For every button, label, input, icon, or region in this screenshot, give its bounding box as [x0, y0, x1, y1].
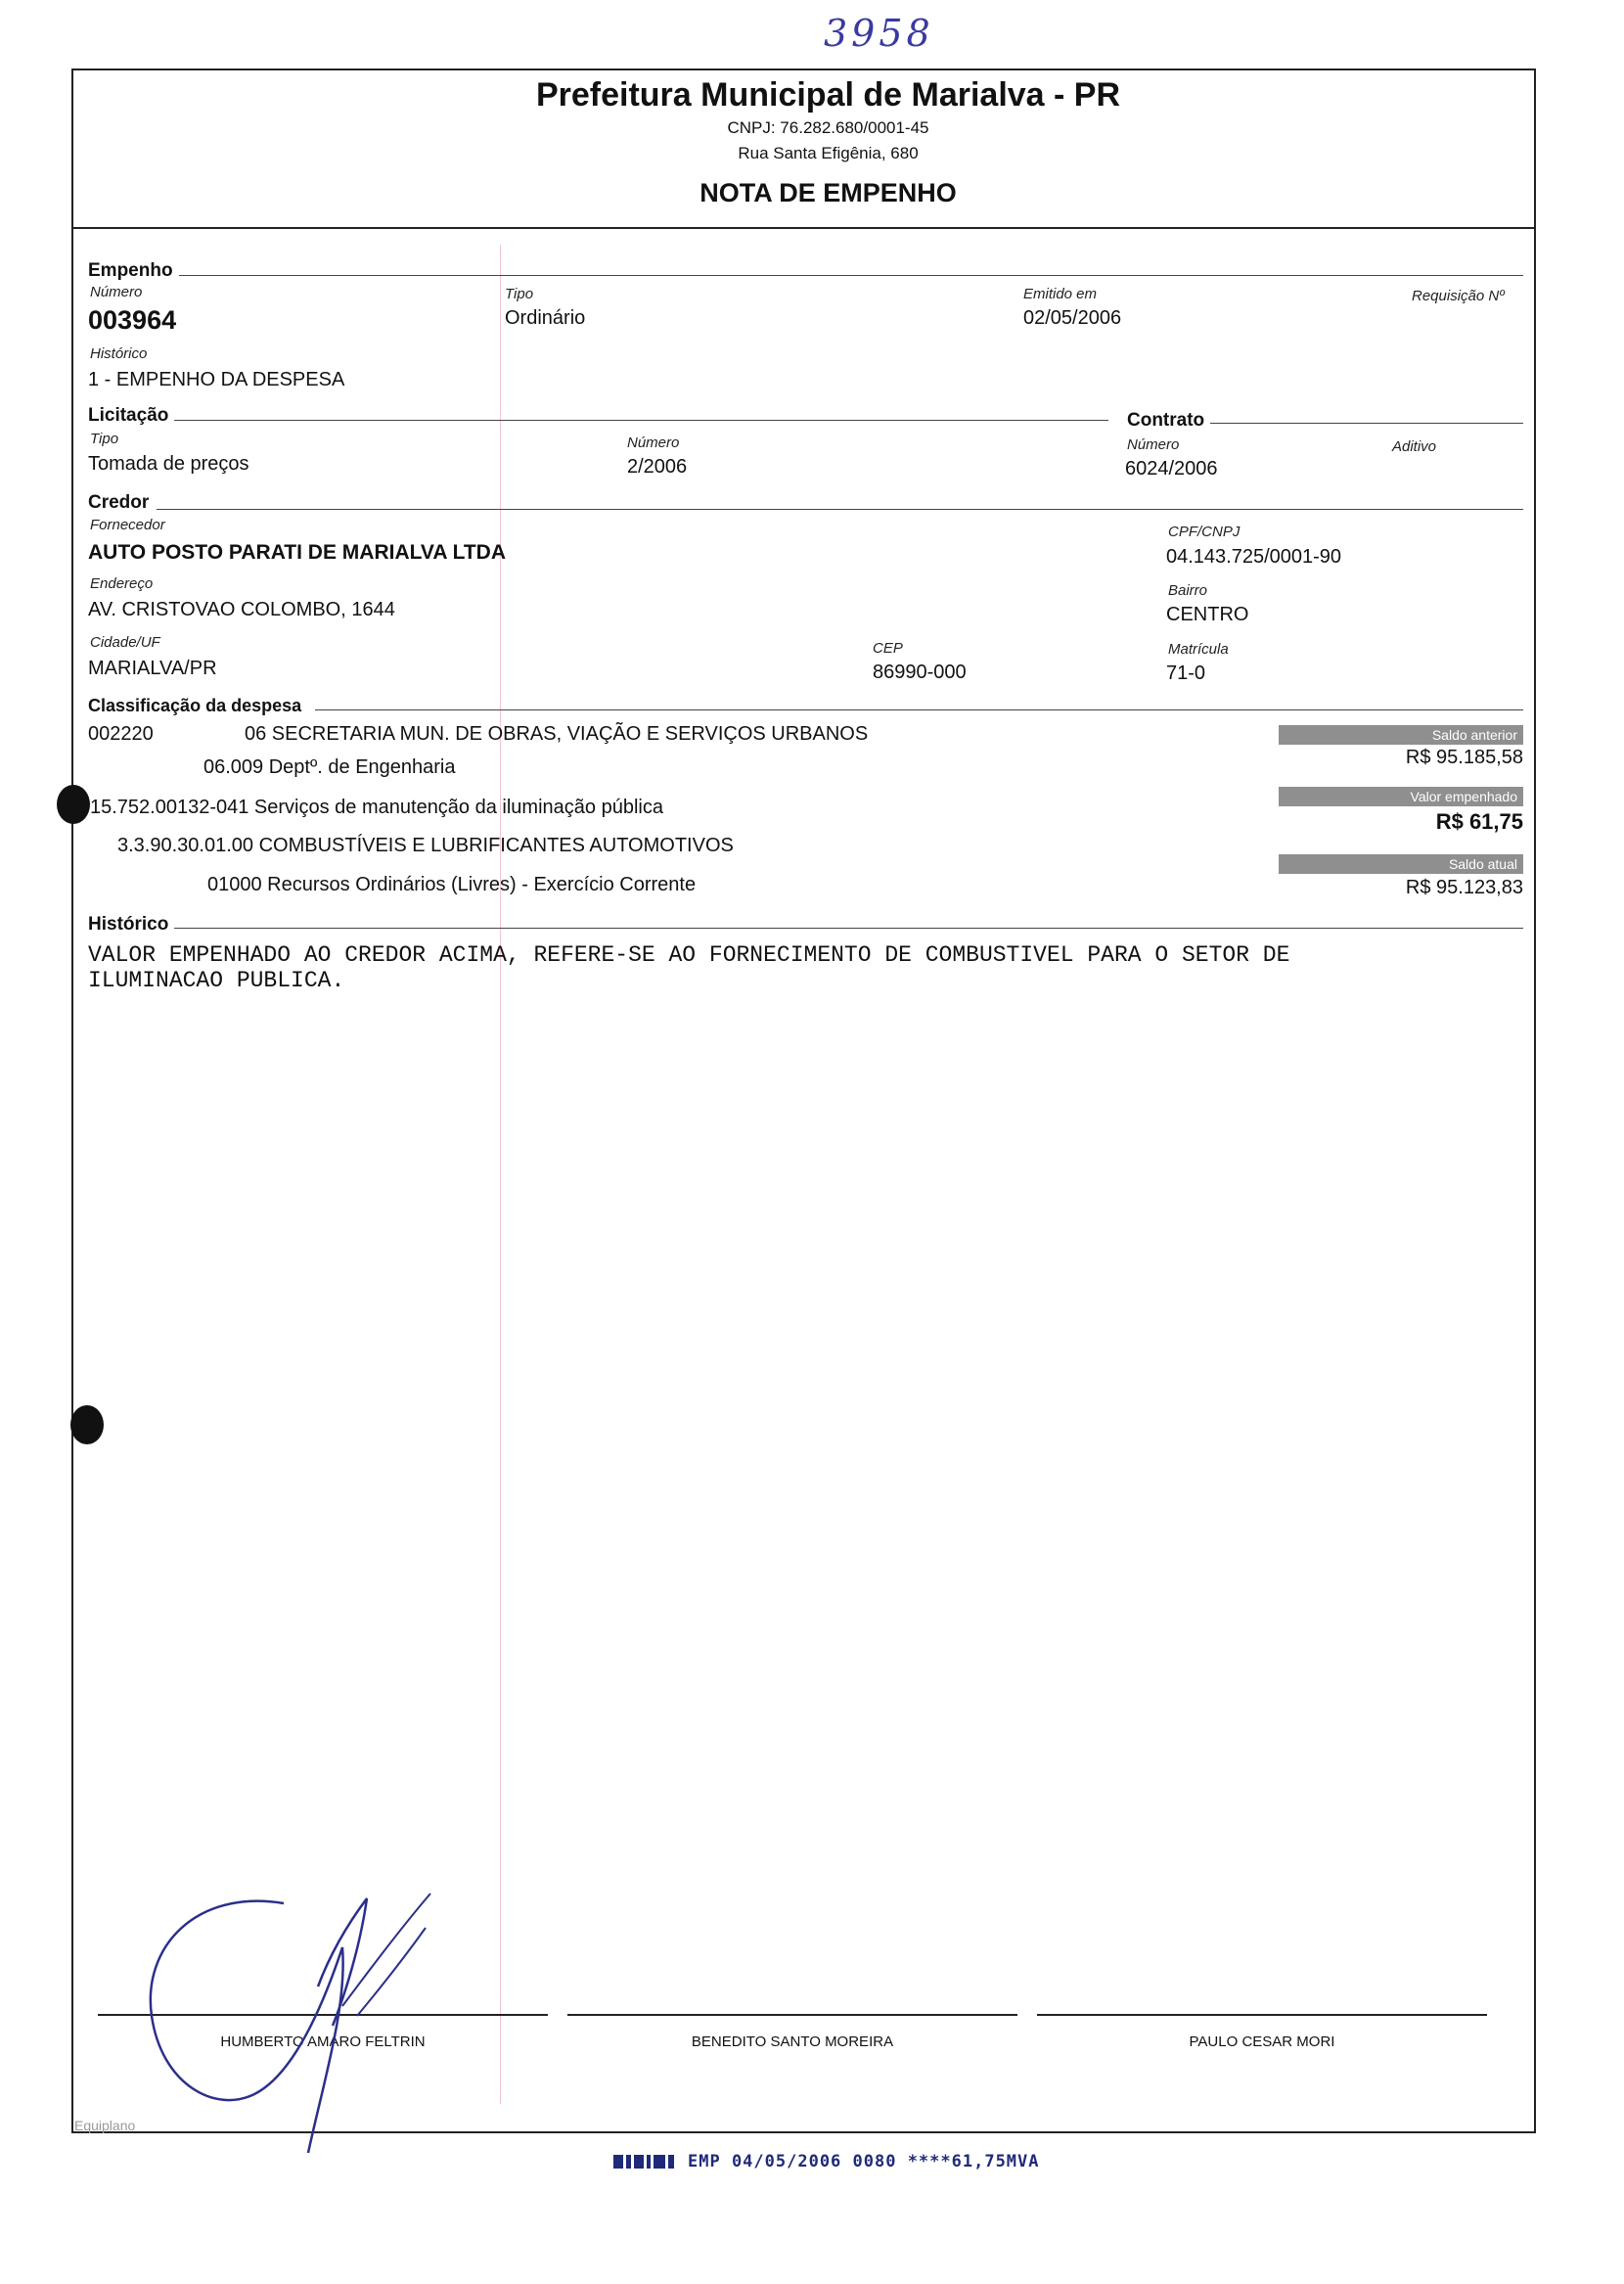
handwritten-number: 3958 [824, 12, 934, 55]
licitacao-numero: 2/2006 [627, 456, 688, 478]
empenho-section-label: Empenho [88, 260, 179, 282]
empenho-historico: 1 - EMPENHO DA DESPESA [88, 369, 345, 390]
header-separator [71, 227, 1536, 229]
valor-empenhado-value: R$ 61,75 [1435, 809, 1523, 834]
fornecedor-name: AUTO POSTO PARATI DE MARIALVA LTDA [88, 541, 506, 564]
bairro-value: CENTRO [1166, 604, 1249, 625]
historico-section-label: Histórico [88, 914, 174, 936]
signatory-1: HUMBERTO AMARO FELTRIN [220, 2033, 426, 2050]
cep-value: 86990-000 [873, 662, 967, 683]
signature-line-3 [1037, 2014, 1487, 2016]
classificacao-code: 002220 [88, 723, 154, 745]
classificacao-line2: 06.009 Deptº. de Engenharia [203, 756, 456, 778]
contrato-numero: 6024/2006 [1125, 458, 1218, 480]
empenho-historico-label: Histórico [90, 345, 148, 362]
stamp-text: EMP 04/05/2006 0080 ****61,75MVA [688, 2152, 1040, 2171]
contrato-rule [1209, 423, 1523, 424]
saldo-atual-label: Saldo atual [1279, 854, 1523, 874]
classificacao-line3: 15.752.00132-041 Serviços de manutenção da iluminação pública [90, 797, 663, 818]
emitido-date: 02/05/2006 [1023, 307, 1122, 329]
classificacao-line5: 01000 Recursos Ordinários (Livres) - Exercício Corrente [207, 874, 697, 895]
licitacao-rule [174, 420, 1108, 421]
licitacao-tipo-label: Tipo [90, 431, 119, 447]
historico-rule [174, 928, 1523, 929]
licitacao-section-label: Licitação [88, 405, 174, 427]
classificacao-rule [315, 709, 1523, 710]
empenho-numero-label: Número [90, 284, 143, 300]
endereco-value: AV. CRISTOVAO COLOMBO, 1644 [88, 599, 395, 620]
cidade-value: MARIALVA/PR [88, 658, 217, 679]
empenho-rule [178, 275, 1523, 276]
document-title: NOTA DE EMPENHO [699, 178, 957, 207]
licitacao-numero-label: Número [627, 434, 680, 451]
cep-label: CEP [873, 640, 903, 657]
punch-hole-bottom [70, 1405, 104, 1444]
stamp-barcode-icon [613, 2153, 674, 2170]
cpf-value: 04.143.725/0001-90 [1166, 546, 1342, 568]
matricula-label: Matrícula [1168, 641, 1229, 658]
endereco-label: Endereço [90, 575, 154, 592]
classificacao-section-label: Classificação da despesa [88, 696, 307, 716]
classificacao-line4: 3.3.90.30.01.00 COMBUSTÍVEIS E LUBRIFICANTES AUTOMOTIVOS [117, 835, 734, 856]
licitacao-tipo: Tomada de preços [88, 453, 249, 475]
emitido-label: Emitido em [1023, 286, 1098, 302]
signatory-3: PAULO CESAR MORI [1189, 2033, 1335, 2050]
credor-section-label: Credor [88, 492, 155, 514]
machine-stamp [613, 2149, 1040, 2174]
requisicao-label: Requisição Nº [1412, 288, 1505, 304]
footer-brand: Equiplano [74, 2118, 136, 2133]
empenho-tipo: Ordinário [505, 307, 586, 329]
municipality-title: Prefeitura Municipal de Marialva - PR [535, 76, 1121, 114]
historico-line1: VALOR EMPENHADO AO CREDOR ACIMA, REFERE-SE AO FORNECIMENTO DE COMBUSTIVEL PARA O SETOR DE [88, 942, 1290, 968]
historico-line2: ILUMINACAO PUBLICA. [88, 968, 345, 993]
bairro-label: Bairro [1168, 582, 1208, 599]
fornecedor-label: Fornecedor [90, 517, 165, 533]
aditivo-label: Aditivo [1392, 438, 1437, 455]
saldo-anterior-label: Saldo anterior [1279, 725, 1523, 745]
empenho-numero: 003964 [88, 305, 177, 335]
signatory-2: BENEDITO SANTO MOREIRA [691, 2033, 894, 2050]
contrato-section-label: Contrato [1127, 410, 1210, 432]
cnpj-text: CNPJ: 76.282.680/0001-45 [727, 118, 929, 137]
address-text: Rua Santa Efigênia, 680 [738, 144, 919, 162]
credor-rule [157, 509, 1523, 510]
signature-line-2 [567, 2014, 1017, 2016]
classificacao-line1: 06 SECRETARIA MUN. DE OBRAS, VIAÇÃO E SERVIÇOS URBANOS [245, 723, 869, 745]
margin-line [500, 245, 501, 2104]
cidade-label: Cidade/UF [90, 634, 160, 651]
handwritten-signature [137, 1889, 450, 2163]
empenho-tipo-label: Tipo [505, 286, 534, 302]
header [71, 69, 1536, 227]
cpf-label: CPF/CNPJ [1168, 524, 1241, 540]
saldo-atual-value: R$ 95.123,83 [1405, 877, 1523, 898]
matricula-value: 71-0 [1166, 662, 1206, 684]
valor-empenhado-label: Valor empenhado [1279, 787, 1523, 806]
saldo-anterior-value: R$ 95.185,58 [1405, 747, 1523, 768]
contrato-numero-label: Número [1127, 436, 1180, 453]
punch-hole-top [57, 785, 90, 824]
